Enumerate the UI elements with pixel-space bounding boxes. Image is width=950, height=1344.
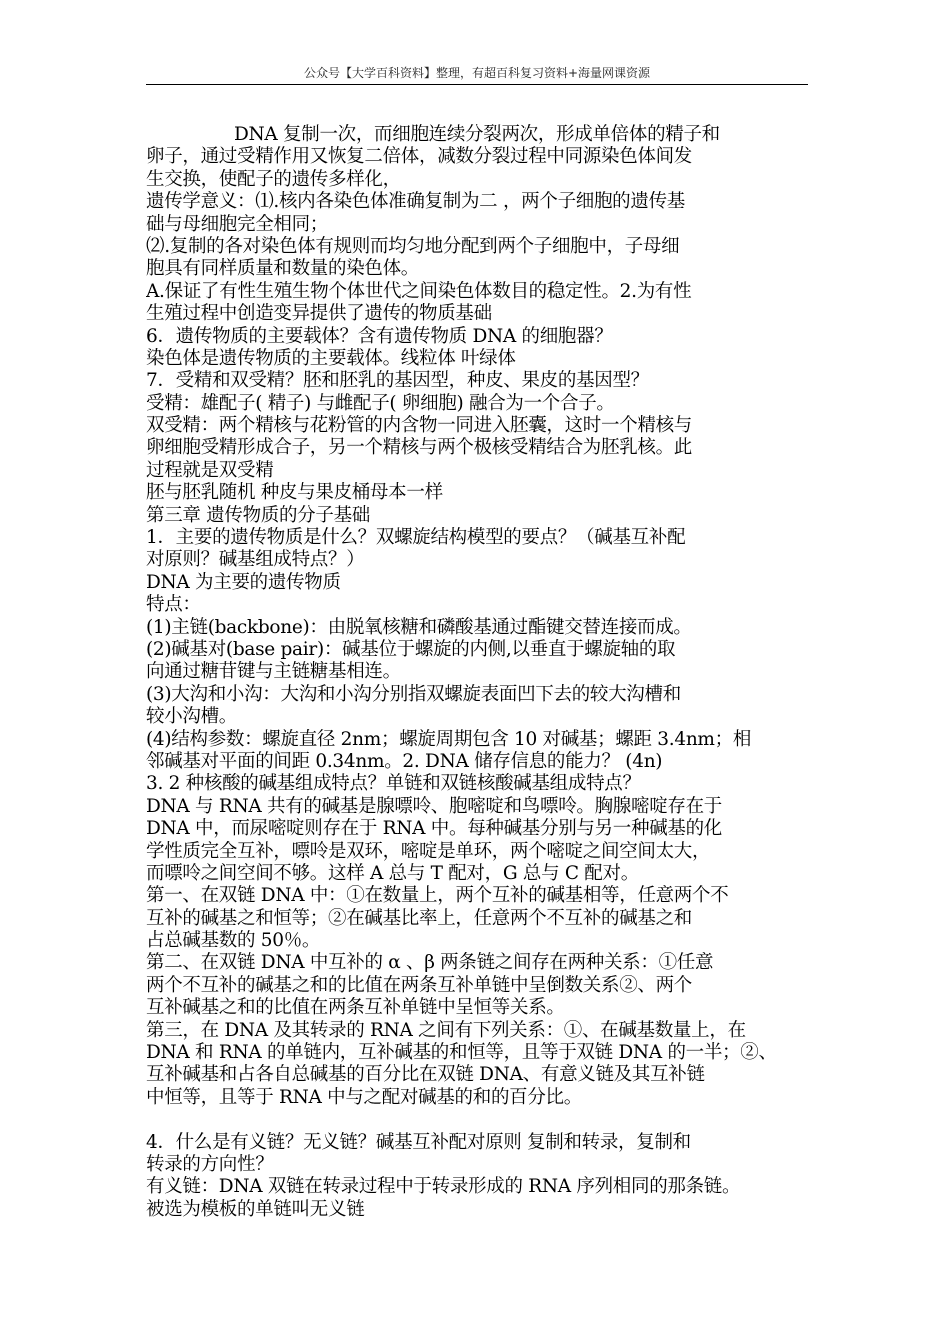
question-heading: 6．遗传物质的主要载体？含有遗传物质 DNA 的细胞器？	[146, 325, 613, 347]
text-line: 互补的碱基之和恒等；②在碱基比率上，任意两个不互补的碱基之和	[146, 907, 693, 929]
text-line: (2)碱基对(base pair)：碱基位于螺旋的内侧,以垂直于螺旋轴的取	[146, 638, 676, 660]
question-heading: 1．主要的遗传物质是什么？双螺旋结构模型的要点？（碱基互补配	[146, 527, 686, 549]
question-heading: 4．什么是有义链？无义链？碱基互补配对原则 复制和转录，复制和	[146, 1131, 691, 1153]
question-heading: 3. 2 种核酸的碱基组成特点？单链和双链核酸碱基组成特点？	[146, 773, 641, 795]
text-line: DNA 中，而尿嘧啶则存在于 RNA 中。每种碱基分别与另一种碱基的化	[146, 818, 723, 840]
text-line: 遗传学意义：⑴.核内各染色体准确复制为二 ，两个子细胞的遗传基	[146, 191, 685, 213]
text-line: 生交换，使配子的遗传多样化，	[146, 168, 401, 190]
text-line: (4)结构参数：螺旋直径 2nm；螺旋周期包含 10 对碱基；螺距 3.4nm；相	[146, 728, 752, 750]
text-line: 特点：	[146, 594, 201, 616]
question-heading: 7．受精和双受精？胚和胚乳的基因型，种皮、果皮的基因型？	[146, 370, 649, 392]
page-header: 公众号【大学百科资料】整理，有超百科复习资料+海量网课资源	[303, 66, 651, 80]
text-line: 胞具有同样质量和数量的染色体。	[146, 258, 420, 280]
text-line: DNA 与 RNA 共有的碱基是腺嘌呤、胞嘧啶和鸟嘌呤。胸腺嘧啶存在于	[146, 795, 723, 817]
text-line: 学性质完全互补，嘌呤是双环，嘧啶是单环，两个嘧啶之间空间太大，	[146, 840, 711, 862]
text-line: (1)主链(backbone)：由脱氧核糖和磷酸基通过酯键交替连接而成。	[146, 616, 692, 638]
text-line: 过程就是双受精	[146, 459, 274, 481]
text-line: 占总碱基数的 50％。	[146, 930, 321, 952]
text-line: 互补碱基之和的比值在两条互补单链中呈恒等关系。	[146, 997, 565, 1019]
text-line: 第二、在双链 DNA 中互补的 α 、β 两条链之间存在两种关系：①任意	[146, 952, 714, 974]
text-line: 卵细胞受精形成合子，另一个精核与两个极核受精结合为胚乳核。此	[146, 437, 693, 459]
text-line: 中恒等，且等于 RNA 中与之配对碱基的和的百分比。	[146, 1086, 582, 1108]
text-line: 有义链：DNA 双链在转录过程中于转录形成的 RNA 序列相同的那条链。	[146, 1176, 741, 1198]
text-line: 第三，在 DNA 及其转录的 RNA 之间有下列关系：①、在碱基数量上，在	[146, 1019, 746, 1041]
text-line: 础与母细胞完全相同；	[146, 213, 329, 235]
text-line: 邻碱基对平面的间距 0.34nm。2. DNA 储存信息的能力？ (4n)	[146, 750, 663, 772]
text-line: (3)大沟和小沟：大沟和小沟分别指双螺旋表面凹下去的较大沟槽和	[146, 683, 681, 705]
text-line: DNA 复制一次，而细胞连续分裂两次，形成单倍体的精子和	[234, 124, 720, 145]
text-line: ⑵.复制的各对染色体有规则而均匀地分配到两个子细胞中，子母细	[146, 235, 680, 257]
text-line: 第一、在双链 DNA 中：①在数量上，两个互补的碱基相等，任意两个不	[146, 885, 729, 907]
text-line: 胚与胚乳随机 种皮与果皮桶母本一样	[146, 482, 443, 504]
document-body	[146, 124, 808, 1221]
text-line: 向通过糖苷键与主链糖基相连。	[146, 661, 401, 683]
text-line: 互补碱基和占各自总碱基的百分比在双链 DNA、有意义链及其互补链	[146, 1064, 705, 1086]
text-line: 受精：雄配子( 精子) 与雌配子( 卵细胞) 融合为一个合子。	[146, 392, 615, 414]
text-line: 染色体是遗传物质的主要载体。线粒体 叶绿体	[146, 347, 516, 369]
text-line: 生殖过程中创造变异提供了遗传的物质基础	[146, 303, 492, 325]
text-line: 卵子，通过受精作用又恢复二倍体，减数分裂过程中同源染色体间发	[146, 146, 693, 168]
text-line: 转录的方向性？	[146, 1153, 274, 1175]
text-line: 两个不互补的碱基之和的比值在两条互补单链中呈倒数关系②、两个	[146, 974, 693, 996]
text-line: 被选为模板的单链叫无义链	[146, 1198, 365, 1220]
text-line: 对原则？碱基组成特点？）	[146, 549, 365, 571]
header-divider	[146, 84, 808, 85]
text-line: 双受精：两个精核与花粉管的内含物一同进入胚囊，这时一个精核与	[146, 415, 693, 437]
text-line: DNA 为主要的遗传物质	[146, 571, 341, 593]
text-line: 较小沟槽。	[146, 706, 238, 728]
text-line: A.保证了有性生殖生物个体世代之间染色体数目的稳定性。2.为有性	[146, 280, 692, 302]
text-line: DNA 和 RNA 的单链内，互补碱基的和恒等，且等于双链 DNA 的一半；②、	[146, 1042, 777, 1064]
text-line: 而嘌呤之间空间不够。这样 A 总与 T 配对，G 总与 C 配对。	[146, 862, 639, 884]
chapter-heading: 第三章 遗传物质的分子基础	[146, 504, 370, 526]
blank-line	[146, 1109, 808, 1131]
